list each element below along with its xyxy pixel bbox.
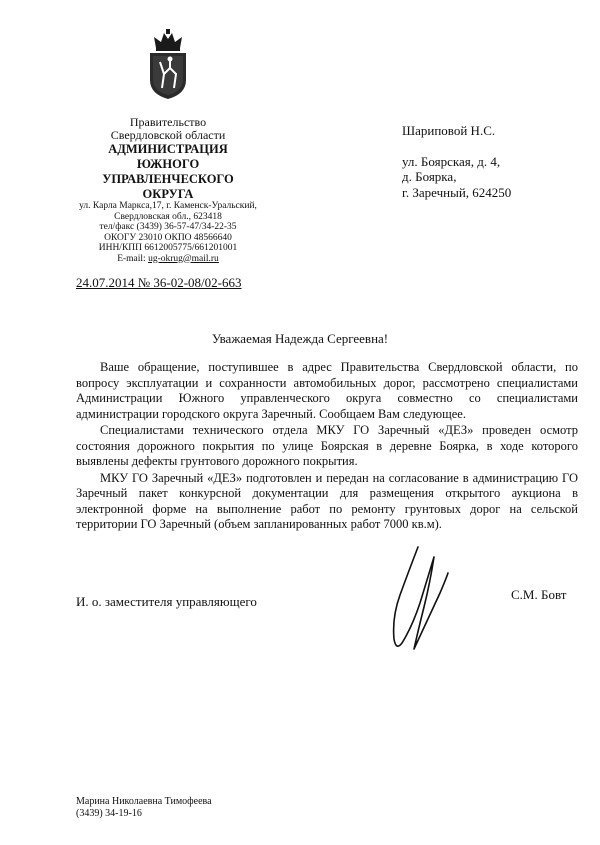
sender-inn: ИНН/КПП 6612005775/661201001 <box>98 243 238 253</box>
sender-email-row <box>76 254 260 265</box>
letter-body <box>76 360 578 533</box>
sender-line-region: Свердловской области <box>110 128 226 142</box>
recipient-city: г. Заречный, 624250 <box>402 184 512 200</box>
sender-email-link[interactable]: ug-okrug@mail.ru <box>148 253 219 264</box>
sender-org-line: ЮЖНОГО <box>136 157 200 171</box>
recipient-block <box>402 123 511 200</box>
sender-org-line: АДМИНИСТРАЦИЯ <box>108 142 228 156</box>
coat-of-arms-emblem <box>146 28 190 100</box>
sender-region: Свердловская обл., 623418 <box>114 211 222 222</box>
recipient-street: ул. Боярская, д. 4, <box>402 153 501 169</box>
sender-line-government: Правительство <box>129 115 207 129</box>
recipient-name: Шариповой Н.С. <box>402 123 496 138</box>
body-paragraph: Специалистами технического отдела МКУ ГО Заречный «ДЕЗ» проведен осмотр состояния дорожного покрытия по улице Боярская в деревне Боярка, в ходе которого выявлены дефекты грунтового дорожного покрытия. <box>76 423 578 468</box>
handwritten-signature <box>378 543 450 655</box>
sender-okpo: ОКОГУ 23010 ОКПО 48566640 <box>104 232 232 243</box>
body-paragraph: Ваше обращение, поступившее в адрес Правительства Свердловской области, по вопросу эксплуатации и сохранности автомобильных дорог, рассмотрено специалистами Администрации Южного управленческого округа совместно со специалистами администрации городского округа Заречный. Сообщаем Вам следующее. <box>76 360 578 421</box>
sender-address <box>76 201 260 264</box>
sender-street: ул. Карла Маркса,17, г. Каменск-Уральский, <box>79 201 257 211</box>
executor-name: Марина Николаевна Тимофеева <box>76 796 212 807</box>
body-paragraph: МКУ ГО Заречный «ДЕЗ» подготовлен и передан на согласование в администрацию ГО Заречный пакет конкурсной документации для размещения открытого аукциона в электронной форме на выполнение работ по ремонту грунтовых дорог на сельской территории ГО Заречный (объем запланированных работ 7000 кв.м). <box>76 470 578 531</box>
outgoing-number: 24.07.2014 № 36-02-08/02-663 <box>76 275 242 290</box>
sender-email-label: E-mail: <box>117 253 146 264</box>
sender-phone: тел/факс (3439) 36-57-47/34-22-35 <box>99 222 237 232</box>
executor-phone: (3439) 34-19-16 <box>76 807 142 819</box>
recipient-village: д. Боярка, <box>402 169 457 184</box>
salutation: Уважаемая Надежда Сергеевна! <box>211 331 389 346</box>
sender-org-line: ОКРУГА <box>142 187 194 201</box>
signatory-name: С.М. Бовт <box>511 587 567 602</box>
executor-block <box>76 796 212 819</box>
sender-block <box>76 116 260 202</box>
sender-org-line: УПРАВЛЕНЧЕСКОГО <box>102 172 234 186</box>
signatory-title: И. о. заместителя управляющего <box>76 594 257 609</box>
